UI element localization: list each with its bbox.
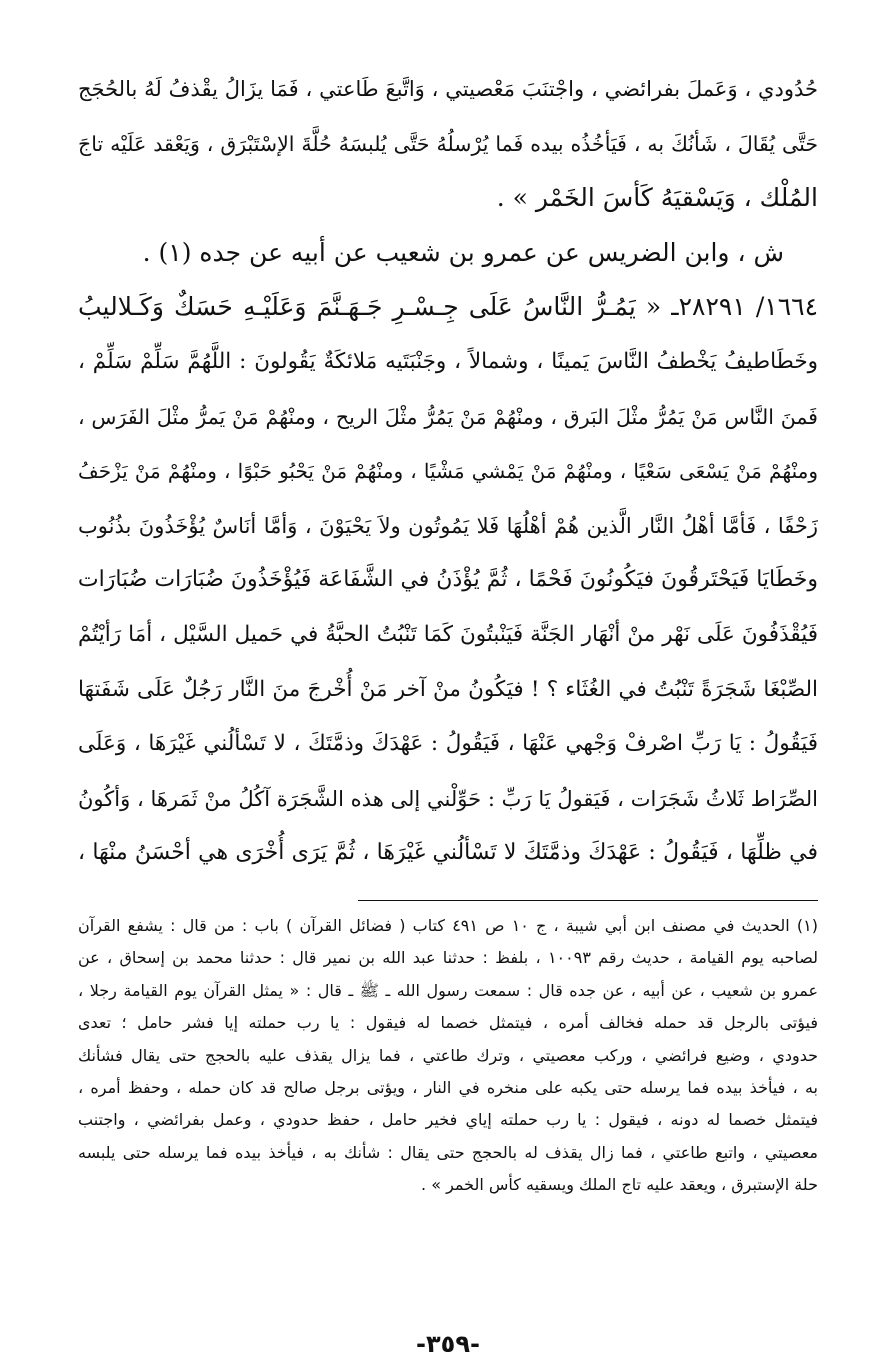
- text-line: فَمنَ النَّاس مَنْ يَمُرُّ مثْلَ البَرق ، ومنْهُمْ مَنْ يَمُرُّ مثْلَ الريح ، ومنْهُمْ مَنْ يَمرُّ مثْلَ الفَرَس ،: [78, 404, 818, 429]
- footnote-divider: [358, 900, 818, 901]
- footnote-line: لصاحبه يوم القيامة ، حديث رقم ١٠٠٩٣ ، بلفظ : حدثنا عبد الله بن نمير قال : حدثنا محمد بن إسحاق ، عن: [78, 948, 818, 968]
- text-line: حَتَّى يُقَالَ ، شَأنُكَ به ، فَيَأخُذُه بيده فَما يُرْسلُهُ حَتَّى يُلبسَهُ حُلَّةَ الإسْتَبْرَق ، وَيَعْقد عَلَيْه تاجَ: [78, 131, 818, 156]
- footnote-line: حدودي ، وضيع فرائضي ، وركب معصيتي ، وترك طاعتي ، فما يزال يقذف عليه بالحجج حتى يقال فشأنك: [78, 1045, 818, 1065]
- text-line: وخَطَايَا فَيَحْتَرقُونَ فيَكُونُونَ فَحْمًا ، ثُمَّ يُؤْذَنُ في الشَّفَاعَة فَيُؤْخَذُونَ ضُبَارَات ضُبَارَات: [78, 567, 818, 593]
- book-page: [78, 62, 818, 1358]
- page-number: -٣٥٩-: [416, 1330, 480, 1358]
- footnote-line: فيتمثل خصما له دونه ، فيقول : يا رب حملته إياي فخير حامل ، حفظ حدودي ، وعمل بفرائضي ، واجتنب: [78, 1110, 818, 1130]
- text-line: الصِّبْغَا شَجَرَةً تَنْبُتُ في الغُثَاء ؟ ! فيَكُونُ منْ آخر مَنْ أُخْرجَ منَ النَّار رَجُلٌ عَلَى شَفَتهَا: [78, 676, 818, 702]
- hadith-heading-line: ١٦٦٤/ ٢٨٢٩١ـ « يَمُـرُّ النَّاسُ عَلَى جِـسْـرِ جَـهَـنَّمَ وَعَلَيْـهِ حَسَكٌ وَكَـلاليبُ: [78, 292, 818, 322]
- text-line: فَيَقُولُ : يَا رَبِّ اصْرفْ وَجْهي عَنْهَا ، فَيَقُولُ : عَهْدَكَ وذمَّتَكَ ، لا تَسْألُني غَيْرَهَا ، وَعَلَى: [78, 731, 818, 757]
- footnote-line: عمرو بن شعيب ، عن أبيه ، عن جده قال : سمعت رسول الله ـ ﷺ ـ قال : « يمثل القرآن يوم القيامة رجلا ،: [78, 980, 818, 1000]
- text-line: حُدُودي ، وَعَملَ بفرائضي ، واجْتنَبَ مَعْصيتي ، وَاتَّبعَ طَاعتي ، فَمَا يزَالُ يقْذفُ لَهُ بالحُجَج: [78, 77, 818, 101]
- main-text: [78, 62, 818, 881]
- source-line: ش ، وابن الضريس عن عمرو بن شعيب عن أبيه عن جده (١) .: [142, 237, 784, 267]
- text-line: ومنْهُمْ مَنْ يَسْعَى سَعْيًا ، ومنْهُمْ مَنْ يَمْشي مَشْيًا ، ومنْهُمْ مَنْ يَحْبُو حَبْوًا ، ومنْهُمْ مَنْ يَزْحَفُ: [78, 459, 818, 484]
- footnote-line: معصيتي ، واتبع طاعتي ، فما زال يقذف له بالحجج حتى يقال : شأنك به ، فيأخذ بيده فما يرسله حتى يلبسه: [78, 1142, 818, 1162]
- footnote-line: (١) الحديث في مصنف ابن أبي شيبة ، ج ١٠ ص ٤٩١ كتاب ( فضائل القرآن ) باب : من قال : يشفع القرآن: [78, 916, 818, 935]
- footnote-line: فيؤتى بالرجل قد حمله فخالف أمره ، فيتمثل خصما له فيقول : يا رب حملته إيا فشر حامل ؛ تعدى: [78, 1013, 818, 1033]
- text-line: في ظلِّهَا ، فَيَقُولُ : عَهْدَكَ وذمَّتَكَ لا تَسْألُني غَيْرَهَا ، ثُمَّ يَرَى أُخْرَى هي أحْسَنُ منْهَا ،: [78, 840, 818, 866]
- text-line: زَحْفًا ، فَأمَّا أهْلُ النَّار الَّذين هُمْ أهْلُهَا فَلا يَمُوتُون ولاَ يَحْيَوْنَ ، وَأمَّا أنَاسٌ يُؤْخَذُونَ بذُنُوب: [78, 513, 818, 538]
- footnote-line: به ، فيأخذ بيده فما يرسله حتى يكبه على منخره في النار ، ويؤتى برجل صالح قد كان حمله ، وحفظ أمره ،: [78, 1078, 818, 1098]
- text-line: فَيُقْذَفُونَ عَلَى نَهْر منْ أنْهَار الجَنَّة فَيَنْبتُونَ كَمَا تَنْبُتُ الحبَّةُ في حَميل السَّيْل ، أمَا رَأيْتُمْ: [78, 621, 818, 647]
- text-line: وخَطَاطيفُ يَخْطفُ النَّاسَ يَمينًا ، وشمالاً ، وجَنْبَتَيه مَلائكَةٌ يَقُولونَ : اللَّهُمَّ سَلِّمْ سَلِّمْ ،: [78, 348, 818, 374]
- footnotes: [78, 910, 818, 1202]
- text-line: الصِّرَاط ثَلاثُ شَجَرَات ، فَيَقولُ يَا رَبِّ : حَوِّلْني إلى هذه الشَّجَرَة آكُلُ منْ ثَمَرهَا ، وَأكُونُ: [78, 786, 818, 811]
- text-line: المُلْك ، وَيَسْقيَهُ كَأسَ الخَمْر » .: [496, 183, 818, 213]
- footnote-line: حلة الإستبرق ، ويعقد عليه تاج الملك ويسقيه كأس الخمر » .: [421, 1175, 818, 1195]
